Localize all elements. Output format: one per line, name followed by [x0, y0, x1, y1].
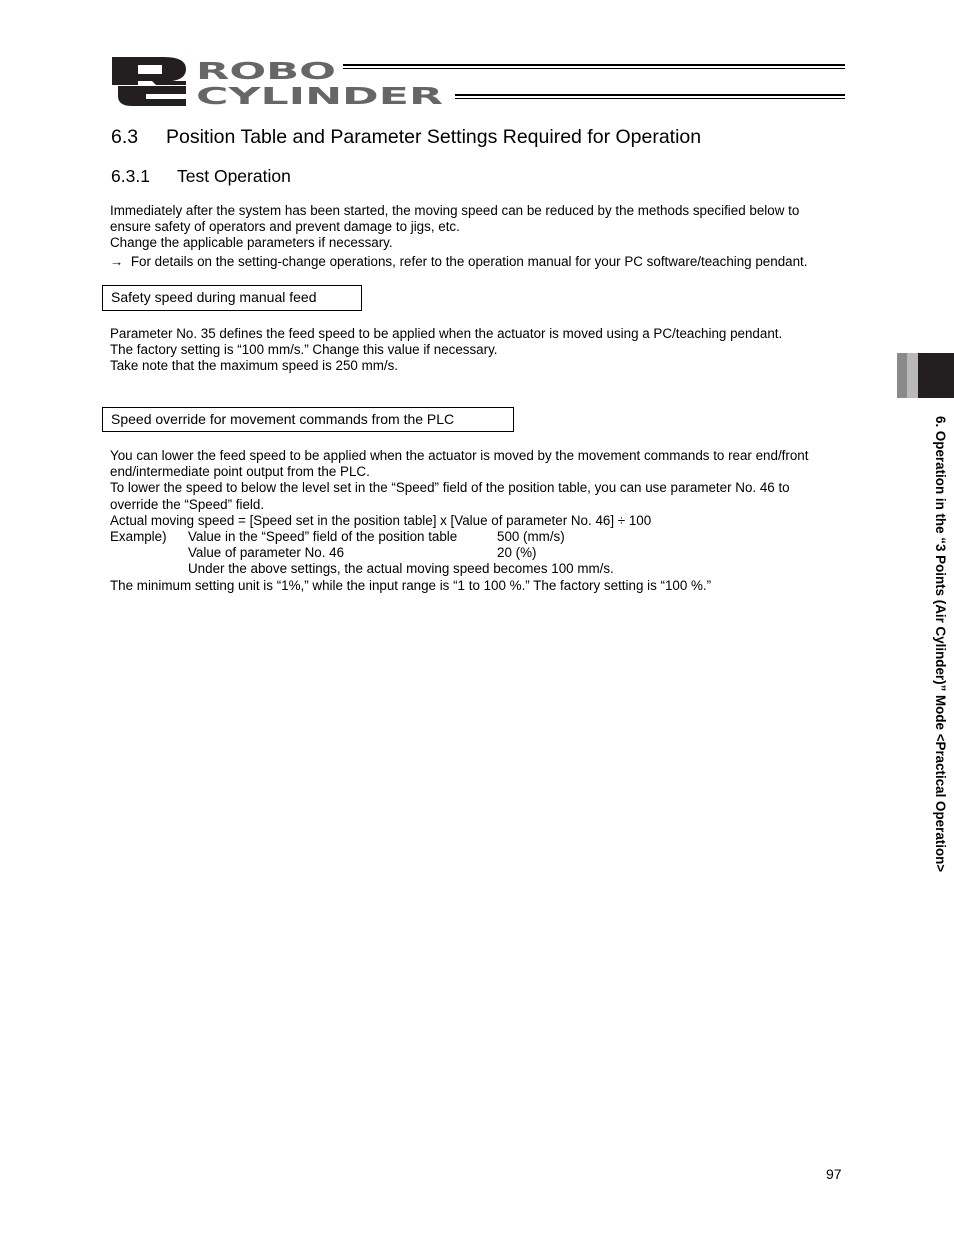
chapter-tab-shade-1 — [897, 353, 907, 398]
header-rule-bottom-thin — [455, 98, 845, 99]
intro-line: ensure safety of operators and prevent damage to jigs, etc. — [110, 219, 460, 235]
speed-override-paragraph — [110, 448, 808, 594]
header-rule-top — [343, 64, 845, 66]
intro-paragraph — [110, 203, 807, 270]
example-row-name: Value of parameter No. 46 — [188, 545, 345, 561]
paragraph-line: To lower the speed to below the level set in the “Speed” field of the position table, you can use parameter No. 46 to — [110, 480, 790, 496]
intro-note-text: For details on the setting-change operations, refer to the operation manual for your PC software/teaching pendant. — [130, 253, 808, 269]
paragraph-line: override the “Speed” field. — [110, 496, 265, 512]
speed-override-box — [102, 407, 514, 432]
logo-word-robo: ROBO — [196, 59, 336, 85]
formula-line: Actual moving speed = [Speed set in the position table] x [Value of parameter No. 46] ÷ 100 — [110, 512, 652, 528]
example-row-name: Value in the “Speed” field of the position table — [188, 529, 458, 545]
paragraph-line: end/intermediate point output from the PLC. — [110, 464, 370, 480]
subsection-number: 6.3.1 — [111, 166, 150, 186]
example-label: Example) — [110, 529, 167, 545]
subsection-title: Test Operation — [177, 166, 291, 186]
paragraph-line: Parameter No. 35 defines the feed speed to be applied when the actuator is moved using a PC/teaching pendant. — [110, 326, 783, 341]
section-number: 6.3 — [111, 126, 139, 148]
speed-override-label: Speed override for movement commands from the PLC — [111, 411, 455, 427]
page-number: 97 — [826, 1166, 842, 1182]
example-row — [110, 545, 808, 561]
robo-cylinder-logo — [112, 55, 447, 107]
example-row-value: 20 (%) — [497, 545, 537, 561]
section-heading — [111, 126, 701, 149]
paragraph-line: Take note that the maximum speed is 250 mm/s. — [110, 358, 399, 374]
arrow-icon: → — [110, 253, 124, 269]
intro-note — [110, 254, 807, 270]
section-title: Position Table and Parameter Settings Required for Operation — [166, 126, 702, 148]
chapter-side-title: 6. Operation in the “3 Points (Air Cylinder)” Mode <Practical Operation> — [933, 416, 948, 873]
logo-word-cylinder: CYLINDER — [196, 84, 444, 107]
safety-speed-label: Safety speed during manual feed — [111, 289, 317, 305]
chapter-tab-shade-2 — [907, 353, 918, 398]
chapter-tab — [918, 353, 954, 398]
safety-speed-box — [102, 285, 362, 311]
example-result-row — [110, 561, 808, 577]
final-line: The minimum setting unit is “1%,” while the input range is “1 to 100 %.” The factory setting is “100 %.” — [110, 577, 712, 593]
safety-speed-paragraph — [110, 326, 782, 375]
example-row — [110, 529, 808, 545]
example-result: Under the above settings, the actual moving speed becomes 100 mm/s. — [188, 561, 614, 577]
example-row-value: 500 (mm/s) — [497, 529, 565, 545]
subsection-heading — [111, 166, 291, 187]
paragraph-line: The factory setting is “100 mm/s.” Change this value if necessary. — [110, 342, 498, 358]
header-rule-bottom — [455, 94, 845, 96]
header-rule-top-thin — [343, 68, 845, 69]
intro-line: Immediately after the system has been started, the moving speed can be reduced by the methods specified below to — [110, 203, 800, 218]
intro-line: Change the applicable parameters if necessary. — [110, 235, 393, 251]
paragraph-line: You can lower the feed speed to be applied when the actuator is moved by the movement commands to rear end/front — [110, 448, 809, 463]
